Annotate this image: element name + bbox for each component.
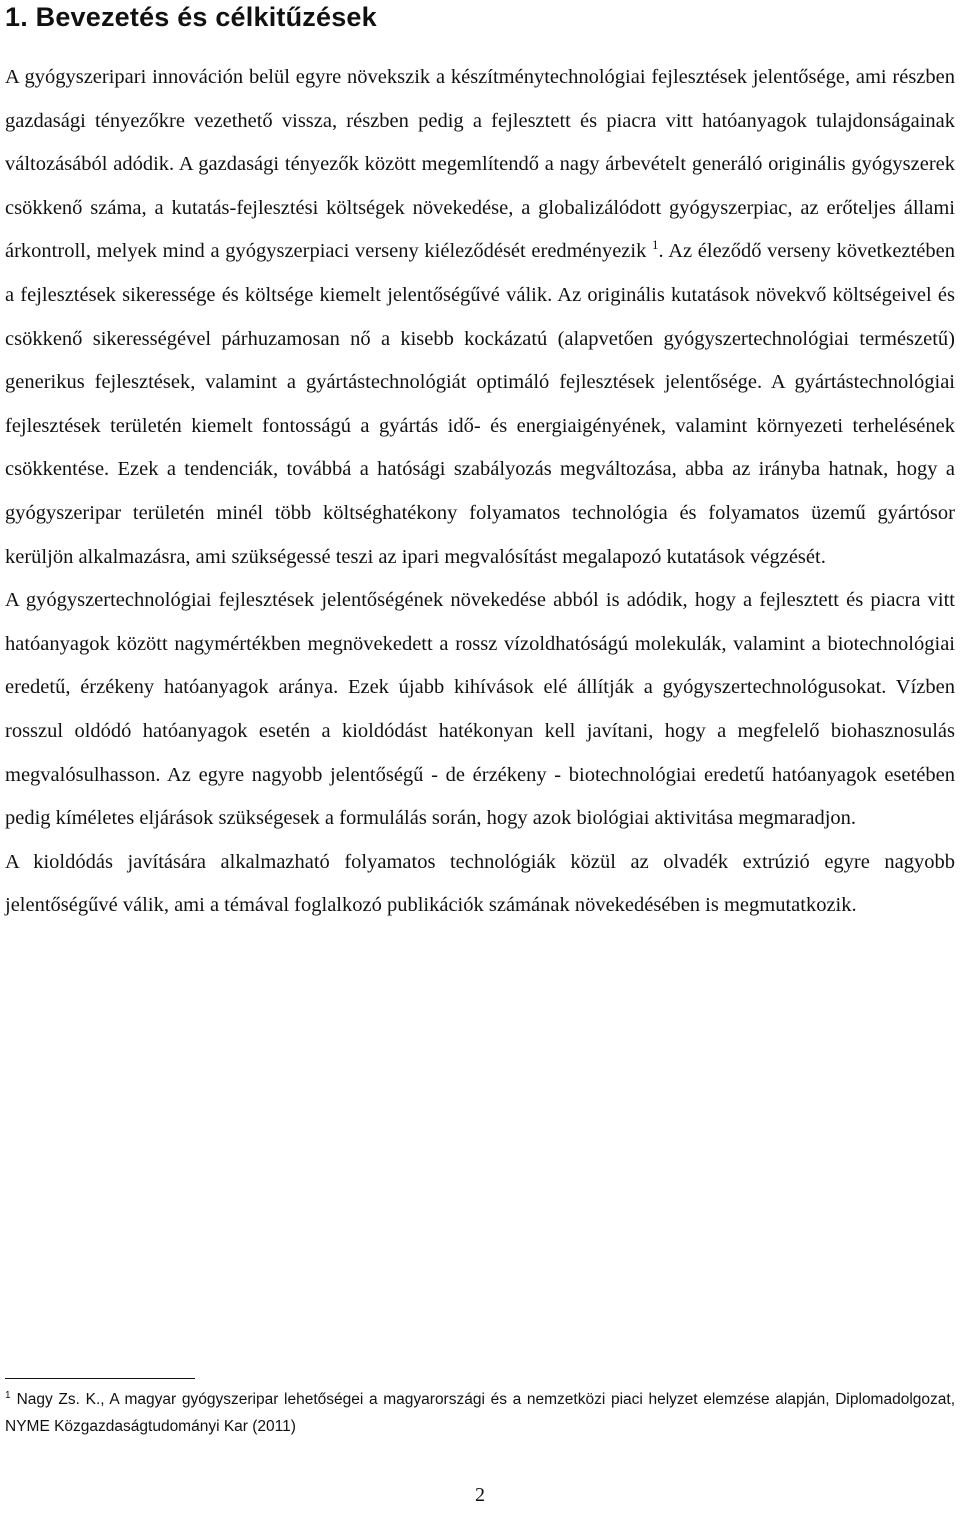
footnote-text: Nagy Zs. K., A magyar gyógyszeripar lehetőségei a magyarországi és a nemzetközi piaci helyzet elemzése alapján, Diplomadolgozat, NYME Közgazdaságtudományi Kar (2011) — [5, 1391, 955, 1435]
page-number: 2 — [475, 1484, 485, 1506]
footnote-mark: 1 — [5, 1389, 11, 1401]
footnote — [5, 1386, 955, 1440]
paragraph-3: A kioldódás javítására alkalmazható folyamatos technológiák közül az olvadék extrúzió egyre nagyobb jelentőségűvé válik, ami a témával foglalkozó publikációk számának növekedésében is megmutatkozik. — [5, 850, 955, 917]
paragraph-1-text-b: . Az éleződő verseny következtében a fejlesztések sikeressége és költsége kiemelt jelentőségűvé válik. Az originális kutatások növekvő költségeivel és csökkenő sikerességével párhuzamosan nő a kisebb kockázatú (alapvetően gyógyszertechnológiai természetű) generikus fejlesztések, valamint a gyártástechnológiát optimáló fejlesztések jelentősége. A gyártástechnológiai fejlesztések területén kiemelt fontosságú a gyártás idő- és energiaigényének, valamint környezeti terhelésének csökkentése. Ezek a tendenciák, továbbá a hatósági szabályozás megváltozása, abba az irányba hatnak, hogy a gyógyszeripar területén minél több költséghatékony folyamatos technológia és folyamatos üzemű gyártósor kerüljön alkalmazásra, ami szükségessé teszi az ipari megvalósítást megalapozó kutatások végzését. — [5, 240, 955, 568]
paragraph-1 — [5, 56, 955, 579]
section-heading: 1. Bevezetés és célkitűzések — [5, 2, 377, 32]
paragraph-2: A gyógyszertechnológiai fejlesztések jelentőségének növekedése abból is adódik, hogy a fejlesztett és piacra vitt hatóanyagok között nagymértékben megnövekedett a rossz vízoldhatóságú molekulák, valamint a biotechnológiai eredetű, érzékeny hatóanyagok aránya. Ezek újabb kihívások elé állítják a gyógyszertechnológusokat. Vízben rosszul oldódó hatóanyagok esetén a kioldódást hatékonyan kell javítani, hogy a megfelelő biohasznosulás megvalósulhasson. Az egyre nagyobb jelentőségű - de érzékeny - biotechnológiai eredetű hatóanyagok esetében pedig kíméletes eljárások szükségesek a formulálás során, hogy azok biológiai aktivitása megmaradjon. — [5, 589, 955, 830]
paragraph-1-text-a: A gyógyszeripari innováción belül egyre növekszik a készítménytechnológiai fejlesztések jelentősége, ami részben gazdasági tényezőkre vezethető vissza, részben pedig a fejlesztett és piacra vitt hatóanyagok tulajdonságainak változásából adódik. A gazdasági tényezők között megemlítendő a nagy árbevételt generáló originális gyógyszerek csökkenő száma, a kutatás-fejlesztési költségek növekedése, a globalizálódott gyógyszerpiac, az erőteljes állami árkontroll, melyek mind a gyógyszerpiaci verseny kiéleződését eredményezik — [5, 66, 955, 263]
footnote-reference: 1 — [652, 237, 659, 253]
footnote-divider — [5, 1378, 195, 1379]
